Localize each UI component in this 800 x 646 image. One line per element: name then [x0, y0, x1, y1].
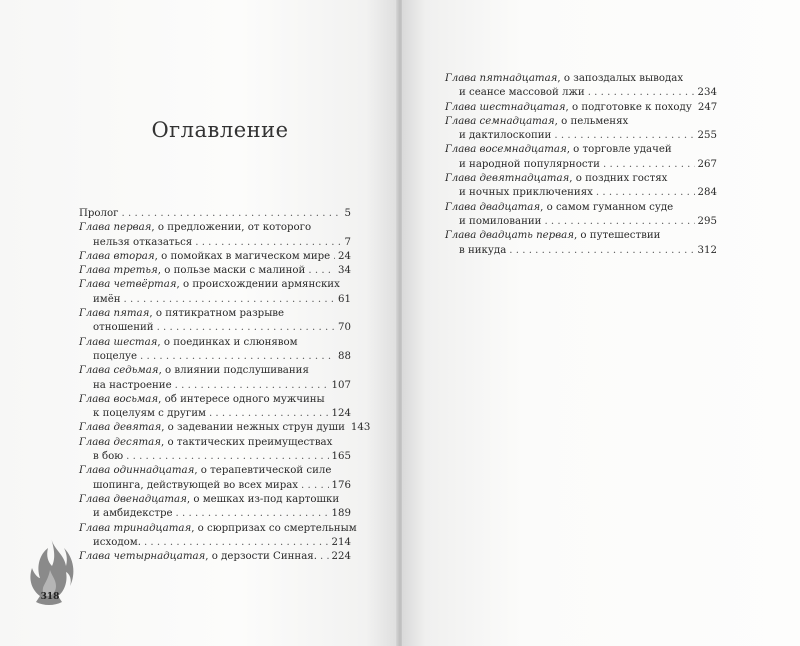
toc-page-number: 107 [331, 379, 351, 391]
toc-entry [79, 522, 357, 551]
dot-leader [308, 264, 335, 278]
toc-entry-text [459, 244, 506, 258]
toc-entry-text [93, 293, 121, 307]
toc-entry-text [93, 350, 137, 364]
chapter-label: Глава третья [79, 265, 158, 277]
toc-entry-line [79, 364, 351, 378]
toc-entry-text [93, 236, 192, 250]
toc-entry-text [79, 307, 284, 321]
toc-entry-line [79, 321, 351, 335]
toc-entry [79, 550, 351, 564]
toc-page-number: 24 [338, 250, 351, 262]
dot-leader [603, 158, 695, 172]
toc-page-number: 189 [331, 508, 351, 520]
chapter-title: исходом. [93, 536, 141, 548]
chapter-title: Пролог [79, 208, 119, 219]
chapter-label: Глава пятая [79, 308, 150, 320]
toc-entry [445, 115, 717, 144]
toc-entry-line [445, 186, 717, 200]
dot-leader [124, 293, 335, 307]
chapter-title: нельзя отказаться [93, 236, 193, 248]
chapter-label: Глава шестая [79, 336, 158, 348]
toc-entry-text [79, 393, 325, 407]
toc-page-number: 7 [344, 236, 351, 248]
chapter-label: Глава двадцать первая [445, 230, 574, 242]
toc-entry-text [445, 72, 683, 86]
chapter-title: в бою [93, 451, 124, 463]
toc-page-number: 34 [338, 265, 351, 277]
chapter-title: и ночных приключениях [459, 187, 593, 199]
toc-page-number: 165 [331, 451, 351, 463]
page-number: 318 [40, 592, 60, 602]
toc-entry-line [79, 264, 351, 278]
toc-entry-line [445, 229, 717, 243]
chapter-label: Глава семнадцатая [445, 115, 555, 127]
toc-page-number: 70 [338, 322, 351, 334]
dot-leader [176, 507, 329, 521]
right-page [402, 0, 800, 646]
dot-leader [333, 250, 335, 264]
dot-leader [121, 207, 341, 221]
toc-entry-text [79, 550, 317, 564]
toc-entry [445, 201, 717, 230]
dot-leader [126, 450, 328, 464]
toc-entry-line [445, 201, 717, 215]
toc-entry-text [445, 143, 672, 157]
chapter-title: , о подготовке к походу [565, 101, 692, 113]
chapter-title: , об интересе одного мужчины [158, 393, 325, 405]
toc-entry-line [445, 244, 717, 258]
toc-entry [79, 436, 351, 465]
dot-leader [195, 236, 341, 250]
toc-entry-line [79, 493, 351, 507]
chapter-title: , о запоздалых выводах [557, 73, 684, 84]
dot-leader [320, 550, 329, 564]
chapter-title: и народной популярности [459, 158, 600, 170]
chapter-label: Глава восьмая [79, 393, 159, 405]
toc-entry-text [79, 264, 305, 278]
toc-entry-line [79, 464, 351, 478]
toc-entry-line [445, 158, 717, 172]
left-page [0, 0, 398, 646]
toc-page-number: 124 [331, 408, 351, 420]
chapter-title: , о торговле удачей [566, 144, 672, 156]
chapter-label: Глава первая [79, 222, 152, 234]
chapter-label: Глава одиннадцатая [79, 465, 195, 477]
toc-entry [445, 101, 717, 115]
toc-entry-line [79, 278, 351, 292]
toc-entry-text [79, 421, 345, 435]
chapter-label: Глава девятая [79, 422, 162, 434]
toc-page-number: 247 [697, 101, 718, 113]
toc-entry [79, 421, 371, 435]
chapter-title: , о поздних гостях [569, 173, 668, 185]
toc-entry-line [79, 307, 351, 321]
chapter-title: на настроение [93, 379, 172, 391]
toc-entry-text [93, 507, 173, 521]
chapter-title: , о поединках и слюнявом [157, 336, 298, 348]
chapter-label: Глава шестнадцатая [445, 101, 566, 113]
chapter-title: , о терапевтической силе [194, 465, 332, 477]
toc-entry-line [79, 336, 351, 350]
toc-entry [445, 72, 717, 101]
chapter-label: Глава тринадцатая [79, 522, 192, 534]
dot-leader [596, 186, 695, 200]
toc-entry-line [445, 72, 717, 86]
toc-entry-line [79, 550, 351, 564]
toc-entry [79, 364, 351, 393]
toc-entry [445, 172, 717, 201]
toc-entry-line [79, 221, 351, 235]
chapter-title: , о пельменях [554, 115, 629, 127]
toc-entry-line [79, 379, 351, 393]
chapter-title: , о помойках в магическом мире [154, 250, 331, 262]
toc-entry-text [445, 229, 660, 243]
toc-entry-text [445, 172, 667, 186]
toc-entry [79, 264, 351, 278]
chapter-title: , о пользе маски с малиной [157, 265, 306, 277]
chapter-label: Глава девятнадцатая [445, 173, 570, 185]
toc-entry-text [79, 250, 330, 264]
toc-entry-line [79, 522, 357, 536]
dot-leader [209, 407, 329, 421]
toc-entry-text [459, 215, 541, 229]
chapter-title: , о путешествии [573, 230, 661, 242]
toc-page-number: 224 [331, 551, 351, 563]
chapter-title: , о задевании нежных струн души [161, 422, 345, 434]
toc-entry [79, 336, 351, 365]
chapter-title: , о сюрпризах со смертельным [191, 522, 357, 534]
toc-page-number: 295 [697, 215, 717, 227]
toc-entry-line [79, 207, 351, 221]
chapter-title: , о дерзости Синная. [205, 551, 317, 563]
toc-entry-text [459, 86, 585, 100]
chapter-title: , о тактических преимуществах [160, 436, 333, 448]
toc-entry-line [445, 143, 717, 157]
toc-entry [79, 307, 351, 336]
toc-entry-text [445, 201, 673, 215]
toc-entry-line [79, 479, 351, 493]
toc-entry-line [79, 436, 351, 450]
toc-entry-text [79, 522, 357, 536]
toc-entry-text [459, 186, 593, 200]
toc-entry-text [93, 450, 123, 464]
chapter-label: Глава двенадцатая [79, 493, 187, 505]
toc-page-number: 284 [697, 187, 717, 199]
toc-page-number: 88 [338, 350, 351, 362]
toc-page-number: 312 [697, 244, 717, 256]
chapter-title: и дактилоскопии [459, 130, 552, 142]
chapter-title: и помиловании [459, 215, 542, 227]
toc-entry [445, 229, 717, 258]
dot-leader [301, 479, 329, 493]
toc-entry-line [79, 536, 351, 550]
dot-leader [554, 129, 694, 143]
toc-entry-line [79, 450, 351, 464]
toc-entry-line [79, 293, 351, 307]
toc-entry-line [79, 393, 351, 407]
chapter-label: Глава вторая [79, 250, 155, 262]
toc-entry [79, 250, 351, 264]
toc-entry-line [445, 129, 717, 143]
chapter-title: шопинга, действующей во всех мирах [93, 479, 299, 491]
toc-entry-line [445, 101, 717, 115]
toc-entry-text [459, 129, 551, 143]
toc-entry-line [79, 507, 351, 521]
toc-right-list [445, 72, 717, 258]
toc-left-list [79, 207, 371, 564]
chapter-label: Глава четырнадцатая [79, 551, 206, 563]
chapter-title: , о происхождении армянских [176, 279, 340, 291]
toc-entry-line [445, 215, 717, 229]
toc-entry-text [79, 436, 332, 450]
toc-entry-line [79, 407, 351, 421]
toc-entry-text [445, 101, 692, 115]
chapter-title: имён [93, 293, 121, 305]
toc-page-number: 176 [331, 479, 351, 491]
toc-entry-text [79, 493, 339, 507]
dot-leader [544, 215, 694, 229]
toc-entry [79, 221, 351, 250]
toc-entry-line [445, 172, 717, 186]
toc-entry [79, 207, 351, 221]
chapter-title: и амбидекстре [93, 508, 173, 520]
toc-page-number: 214 [331, 536, 351, 548]
dot-leader [509, 244, 694, 258]
dot-leader [144, 536, 329, 550]
chapter-title: в никуда [459, 244, 507, 256]
chapter-title: , о влиянии подслушивания [158, 365, 309, 377]
chapter-title: поцелуе [93, 350, 137, 362]
toc-page-number: 143 [350, 422, 371, 434]
toc-page-number: 5 [344, 208, 351, 219]
toc-entry-line [445, 115, 717, 129]
toc-page-number: 255 [697, 130, 717, 142]
toc-entry-line [79, 236, 351, 250]
chapter-title: , о мешках из-под картошки [186, 493, 340, 505]
chapter-label: Глава двадцатая [445, 201, 541, 213]
chapter-label: Глава четвёртая [79, 279, 177, 291]
toc-entry [79, 393, 351, 422]
toc-entry [445, 143, 717, 172]
dot-leader [140, 350, 335, 364]
chapter-label: Глава седьмая [79, 365, 159, 377]
toc-entry [79, 278, 351, 307]
toc-entry-text [79, 207, 118, 221]
toc-entry-text [79, 336, 298, 350]
toc-entry [79, 464, 351, 493]
chapter-label: Глава пятнадцатая [445, 73, 558, 84]
chapter-title: к поцелуям с другим [93, 408, 206, 420]
chapter-label: Глава восемнадцатая [445, 144, 567, 156]
chapter-title: , о пятикратном разрыве [149, 308, 285, 320]
dot-leader [588, 86, 695, 100]
toc-entry-text [93, 379, 172, 393]
toc-page-number: 234 [697, 87, 717, 99]
toc-entry-text [93, 536, 141, 550]
toc-entry-text [93, 321, 154, 335]
toc-entry-text [79, 278, 340, 292]
toc-entry-line [79, 250, 351, 264]
toc-entry-line [79, 350, 351, 364]
toc-heading: Оглавление [151, 118, 289, 142]
chapter-title: , о самом гуманном суде [540, 201, 674, 213]
toc-entry-text [79, 221, 311, 235]
toc-entry-text [79, 464, 331, 478]
chapter-title: отношений [93, 322, 154, 334]
toc-entry-line [445, 86, 717, 100]
toc-page-number: 61 [338, 293, 351, 305]
toc-entry-text [459, 158, 600, 172]
toc-page-number: 267 [697, 158, 717, 170]
chapter-title: , о предложении, от которого [151, 222, 312, 234]
chapter-title: и сеансе массовой лжи [459, 87, 585, 99]
dot-leader [175, 379, 329, 393]
toc-entry-line [79, 421, 371, 435]
toc-entry-text [93, 479, 298, 493]
toc-entry-text [93, 407, 206, 421]
toc-entry [79, 493, 351, 522]
dot-leader [157, 321, 335, 335]
toc-entry-text [79, 364, 309, 378]
toc-entry-text [445, 115, 628, 129]
chapter-label: Глава десятая [79, 436, 161, 448]
